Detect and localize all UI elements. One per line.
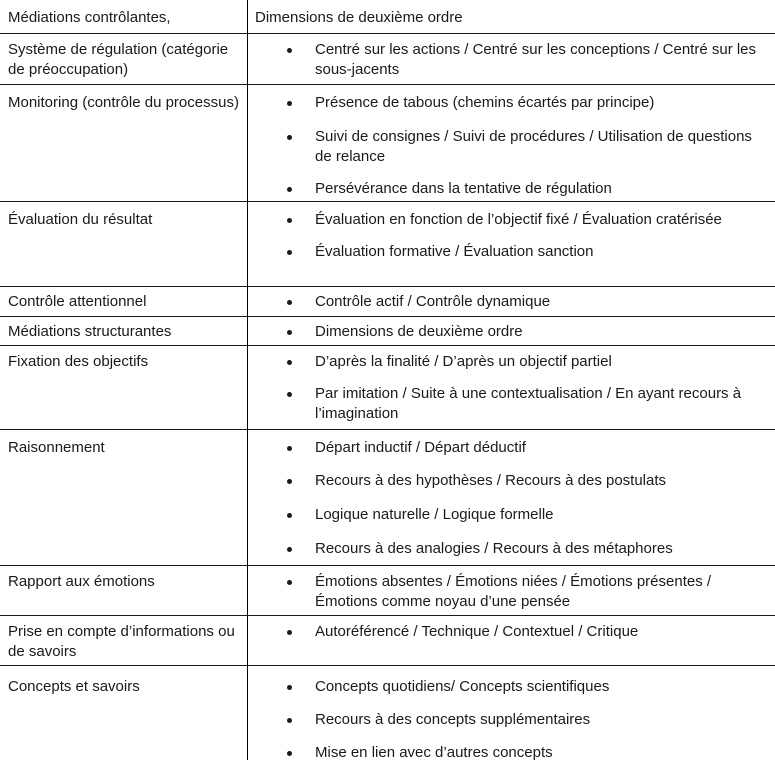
list-item: Centré sur les actions / Centré sur les conceptions / Centré sur les sous-jacents [247,40,761,80]
list-item: Évaluation en fonction de l’objectif fixé / Évaluation cratérisée [247,210,761,230]
table-row [0,346,775,430]
bullet-icon [247,384,315,424]
row-items [247,346,775,429]
row-items [247,85,775,201]
row-label: Monitoring (contrôle du processus) [8,94,239,111]
list-item: Concepts quotidiens/ Concepts scientifiques [247,677,761,697]
list-item: D’après la finalité / D’après un objectif partiel [247,352,761,372]
bullet-icon [247,127,315,167]
table-header-row [0,0,775,34]
list-item: Contrôle actif / Contrôle dynamique [247,292,761,312]
list-item: Recours à des concepts supplémentaires [247,710,761,730]
bullet-icon [247,179,315,199]
list-item: Mise en lien avec d’autres concepts [247,743,761,763]
header-right: Dimensions de deuxième ordre [255,9,463,26]
bullet-icon [247,322,315,342]
bullet-icon [247,710,315,730]
row-label: Système de régulation (catégorie de préoccupation) [8,41,229,78]
bullet-icon [247,40,315,80]
row-items [247,287,775,316]
row-items [247,430,775,565]
table-row [0,34,775,85]
bullet-icon [247,93,315,113]
row-label: Fixation des objectifs [8,353,149,370]
table-row [0,287,775,317]
table-row [0,566,775,616]
bullet-icon [247,677,315,697]
list-item: Départ inductif / Départ déductif [247,438,761,458]
list-item: Présence de tabous (chemins écartés par principe) [247,93,761,113]
bullet-icon [247,505,315,525]
header-left: Médiations contrôlantes, [8,9,171,26]
table-row [0,616,775,666]
bullet-icon [247,743,315,763]
bullet-icon [247,438,315,458]
list-item: Logique naturelle / Logique formelle [247,505,761,525]
list-item: Recours à des analogies / Recours à des métaphores [247,539,761,559]
list-item: Persévérance dans la tentative de régulation [247,179,761,199]
row-items [247,616,775,665]
bullet-icon [247,471,315,491]
list-item: Évaluation formative / Évaluation sanction [247,242,761,262]
list-item: Autoréférencé / Technique / Contextuel / Critique [247,622,761,642]
row-items [247,202,775,286]
bullet-icon [247,539,315,559]
table-row [0,430,775,566]
row-items [247,666,775,760]
table-row [0,85,775,202]
row-label: Médiations structurantes [8,323,172,340]
row-items [247,34,775,84]
bullet-icon [247,352,315,372]
list-item: Par imitation / Suite à une contextualisation / En ayant recours à l’imagination [247,384,761,424]
list-item: Recours à des hypothèses / Recours à des postulats [247,471,761,491]
table-row [0,202,775,287]
list-item: Dimensions de deuxième ordre [247,322,761,342]
bullet-icon [247,622,315,642]
bullet-icon [247,242,315,262]
table-row [0,317,775,346]
bullet-icon [247,210,315,230]
row-label: Concepts et savoirs [8,678,140,695]
row-items [247,566,775,615]
row-items [247,317,775,345]
row-label: Évaluation du résultat [8,211,153,228]
bullet-icon [247,572,315,612]
table-row [0,666,775,760]
row-label: Prise en compte d’informations ou de savoirs [8,623,235,660]
row-label: Contrôle attentionnel [8,293,147,310]
row-label: Rapport aux émotions [8,573,155,590]
row-label: Raisonnement [8,439,105,456]
bullet-icon [247,292,315,312]
list-item: Suivi de consignes / Suivi de procédures / Utilisation de questions de relance [247,127,761,167]
list-item: Émotions absentes / Émotions niées / Émotions présentes / Émotions comme noyau d’une pensée [247,572,761,612]
